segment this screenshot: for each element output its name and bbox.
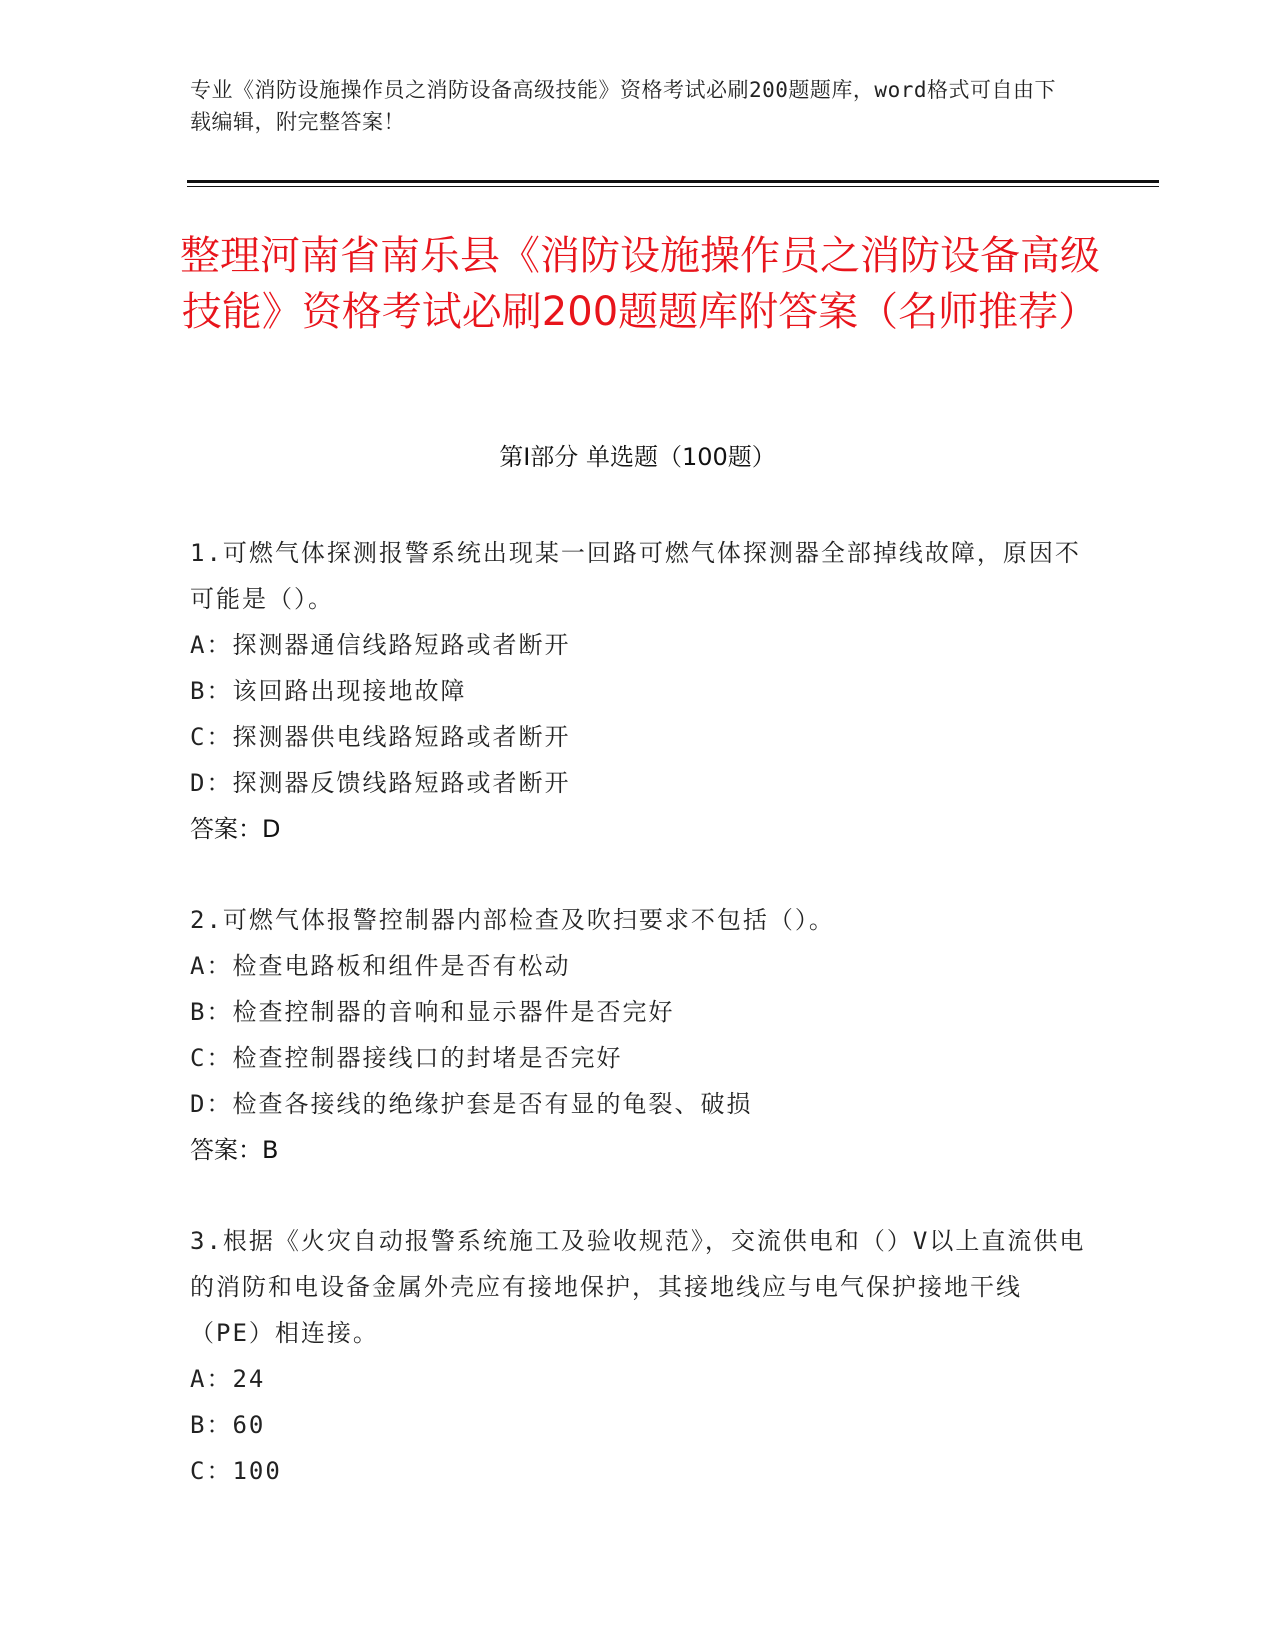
option-a: A：检查电路板和组件是否有松动: [190, 952, 571, 980]
document-title: 整理河南省南乐县《消防设施操作员之消防设备高级技能》资格考试必刷200题题库附答案（名师推荐）: [180, 233, 1100, 335]
option-a: A：探测器通信线路短路或者断开: [190, 631, 571, 659]
option-b: B：检查控制器的音响和显示器件是否完好: [190, 998, 675, 1026]
question-item: [190, 530, 1090, 852]
option-d: D：检查各接线的绝缘护套是否有显的龟裂、破损: [190, 1090, 753, 1118]
header-note: 专业《消防设施操作员之消防设备高级技能》资格考试必刷200题题库，word格式可自由下载编辑，附完整答案！: [190, 78, 1056, 134]
question-text: 1.可燃气体探测报警系统出现某一回路可燃气体探测器全部掉线故障，原因不可能是（）。: [190, 539, 1081, 613]
header-divider-thin: [187, 186, 1159, 187]
option-b: B：该回路出现接地故障: [190, 677, 467, 705]
section-heading: 第Ⅰ部分 单选题（100题）: [499, 443, 776, 471]
question-item: [190, 897, 1090, 1173]
header-divider-thick: [187, 180, 1159, 183]
option-d: D：探测器反馈线路短路或者断开: [190, 769, 571, 797]
option-c: C：100: [190, 1457, 282, 1485]
option-c: C：探测器供电线路短路或者断开: [190, 723, 571, 751]
answer-line: 答案：D: [190, 815, 281, 843]
question-text: 3.根据《火灾自动报警系统施工及验收规范》，交流供电和（）V以上直流供电的消防和电设备金属外壳应有接地保护，其接地线应与电气保护接地干线（PE）相连接。: [190, 1227, 1086, 1347]
option-b: B：60: [190, 1411, 266, 1439]
option-c: C：检查控制器接线口的封堵是否完好: [190, 1044, 623, 1072]
option-a: A：24: [190, 1365, 266, 1393]
question-text: 2.可燃气体报警控制器内部检查及吹扫要求不包括（）。: [190, 906, 835, 934]
question-item: [190, 1218, 1090, 1494]
answer-line: 答案：B: [190, 1136, 279, 1164]
question-list: [190, 530, 1090, 1539]
